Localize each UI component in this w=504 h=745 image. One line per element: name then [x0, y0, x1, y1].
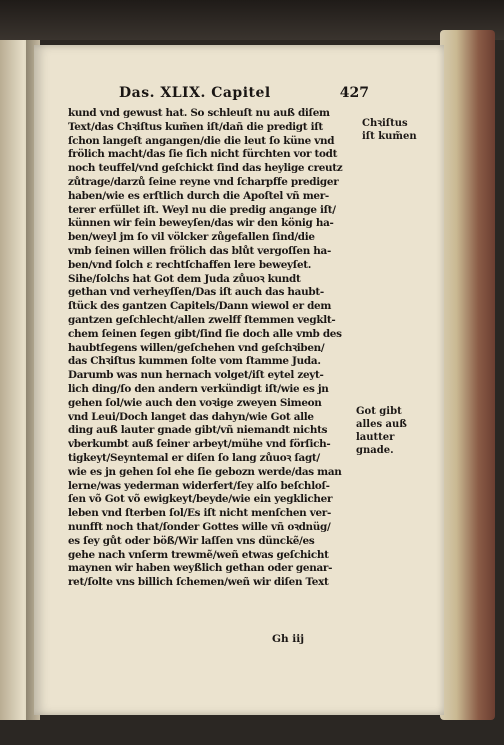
text-line: gehen ſol/wie auch den voꝛige zweyen Simeon	[68, 396, 322, 409]
text-line: es ſey gůt oder böß/Wir laſſen vns dünckẽ/es	[68, 534, 315, 547]
text-line: künnen wir fein beweyſen/das wir den könig ha-	[68, 217, 334, 230]
text-line: ben/vnd ſolch ε rechtſchaffen lere beweyſet.	[68, 258, 312, 271]
text-line: vmb ſeinen willen frölich das blůt vergoſſen ha-	[68, 244, 332, 257]
text-line: ding auß lauter gnade gibt/vñ niemandt nichts	[68, 424, 328, 437]
text-line: ſtück des gantzen Capitels/Dann wiewol er dem	[68, 300, 332, 313]
text-line: lerne/was yederman widerfert/ſey alſo beſchloſ-	[68, 479, 330, 492]
text-line: gethan vnd verheyſſen/Das iſt auch das haubt-	[68, 286, 324, 299]
page-number: 427	[339, 85, 369, 101]
text-line: ſchon langeſt angangen/die die leut ſo küne vnd	[68, 134, 335, 147]
background-shadow	[0, 0, 504, 40]
text-line: Darumb was nun hernach volget/iſt eytel zeyt-	[68, 369, 324, 382]
text-line: nunfft noch that/ſonder Gottes wille vñ oꝛdnüg/	[68, 520, 331, 533]
book-page	[34, 45, 444, 715]
running-title: Das. XLIX. Capitel	[119, 85, 271, 101]
margin-note-line: alles auß	[356, 419, 407, 430]
text-line: kund vnd gewust hat. So schleuſt nu auß diſem	[68, 107, 330, 119]
text-line: maynen wir haben weyßlich gethan oder genar-	[68, 562, 333, 575]
text-line: tigkeyt/Seyntemal er diſen ſo lang zůuoꝛ ſagt/	[68, 451, 320, 464]
book-page-edges	[440, 30, 495, 720]
body-text	[68, 107, 368, 590]
margin-note-got-gibt	[356, 405, 426, 457]
text-line: chem ſeinen ſegen gibt/ſind ſie doch alle vmb des	[68, 327, 342, 340]
text-line: haubtſegens willen/geſchehen vnd geſchꝛiben/	[68, 341, 325, 354]
text-line: ret/ſolte vns billich ſchemen/weñ wir diſen Text	[68, 576, 329, 589]
text-line: ben/weyl jm ſo vil völcker zůgefallen ſind/die	[68, 231, 315, 244]
margin-note-line: Chꝛiſtus	[362, 118, 408, 129]
text-line: leben vnd ſterben ſol/Es iſt nicht menſchen ver-	[68, 507, 331, 520]
text-line: ſen võ Got võ ewigkeyt/beyde/wie ein yegklicher	[68, 493, 333, 506]
text-line: gehe nach vnſerm trewmẽ/weñ etwas geſchicht	[68, 548, 329, 561]
text-line: lich ding/ſo den andern verkündigt iſt/wie es jn	[68, 382, 329, 395]
text-line: haben/wie es erſtlich durch die Apoſtel vñ mer-	[68, 189, 329, 202]
text-line: noch teuffel/vnd geſchickt ſind das heylige creutz	[68, 162, 343, 175]
margin-note-line: iſt kum̃en	[362, 131, 417, 142]
text-line: wie es jn gehen ſol ehe ſie gebozn werde/das man	[68, 465, 342, 478]
text-line: vberkumbt auß ſeiner arbeyt/mühe vnd förſich-	[68, 438, 331, 451]
text-line: das Chꝛiſtus kummen ſolte vom ſtamme Juda.	[68, 355, 321, 368]
text-line: frölich macht/das ſie ſich nicht fürchten vor todt	[68, 148, 338, 161]
signature-mark: Gh iij	[272, 633, 305, 645]
text-line: gantzen geſchlecht/allen zwelff ſtemmen vegklt-	[68, 313, 336, 326]
margin-note-line: lautter	[356, 432, 395, 443]
margin-note-line: gnade.	[356, 445, 394, 456]
text-line: zůtrage/darzů ſeine reyne vnd ſcharpffe prediger	[68, 175, 339, 188]
text-line: vnd Leui/Doch langet das dahyn/wie Got alle	[68, 410, 314, 423]
margin-note-line: Got gibt	[356, 406, 402, 417]
text-line: terer erfüllet iſt. Weyl nu die predig angange iſt/	[68, 203, 336, 216]
page-header	[119, 85, 369, 105]
margin-note-christus	[362, 117, 432, 143]
text-line: Text/das Chꝛiſtus kum̃en iſt/dañ die predigt iſt	[68, 120, 323, 133]
text-line: Sihe/ſolchs hat Got dem Juda zůuoꝛ kundt	[68, 272, 301, 285]
